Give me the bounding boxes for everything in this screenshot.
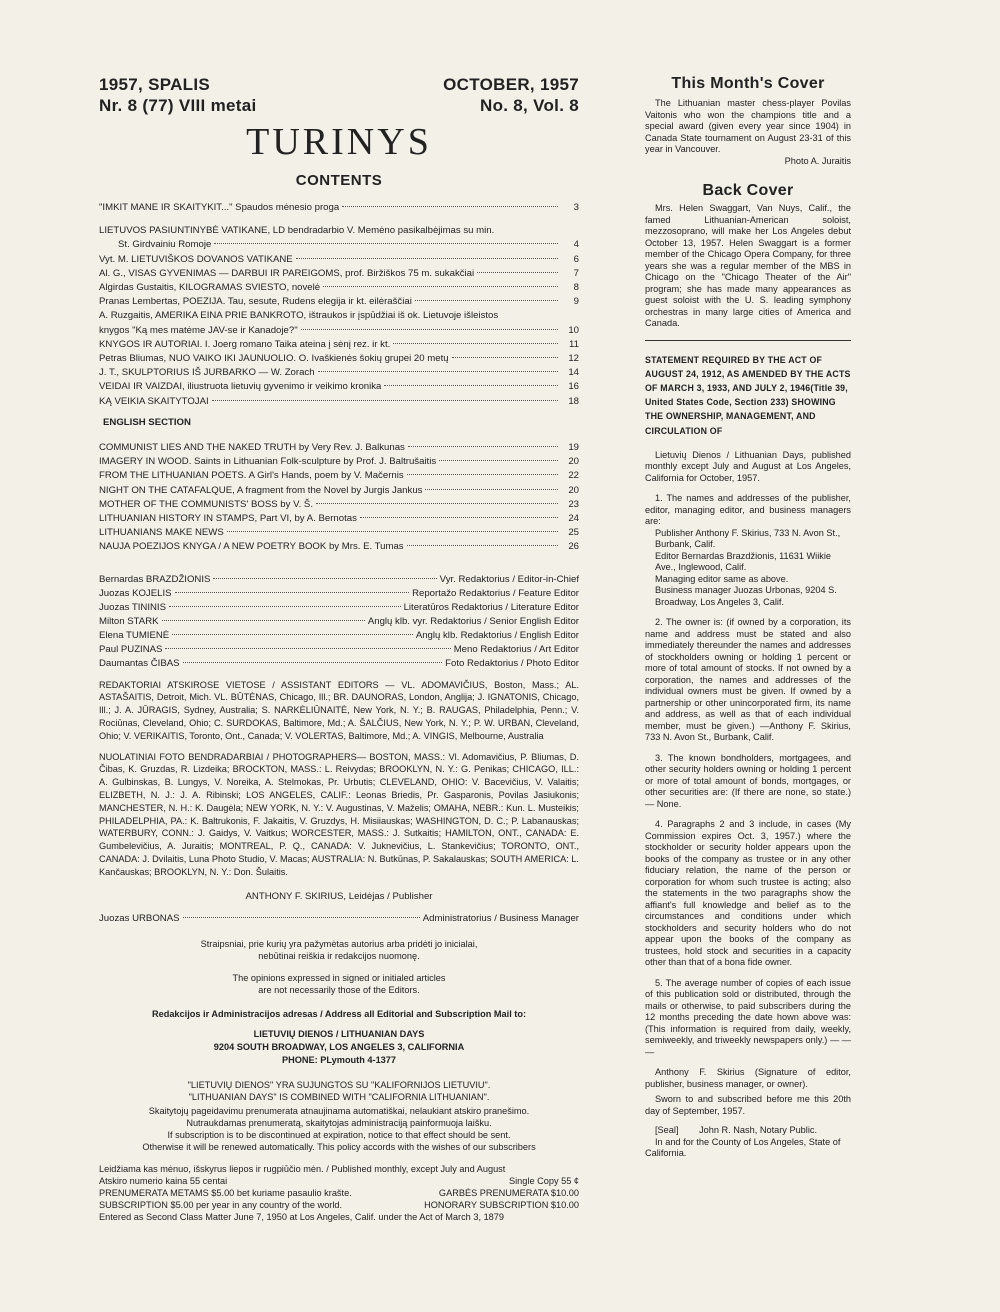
toc-item[interactable]: Pranas Lembertas, POEZIJA. Tau, sesute, Rudens elegija ir kt. eilėraščiai 9 <box>99 296 579 308</box>
date-row <box>99 74 579 95</box>
staff-row: Juozas TININIS Literatūros Redaktorius / Literature Editor <box>99 601 579 613</box>
toc-item[interactable]: LIETUVOS PASIUNTINYBĖ VATIKANE, LD bendradarbio V. Memėno pasikalbėjimas su min. <box>99 225 495 237</box>
back-cover-title: Back Cover <box>702 182 794 199</box>
manager-row: Juozas URBONAS Administratorius / Business Manager <box>99 912 579 924</box>
toc-item[interactable]: A. Ruzgaitis, AMERIKA EINA PRIE BANKROTO, ištraukos ir įspūdžiai iš ok. Lietuvoje išleistos <box>99 310 499 322</box>
statement-item-5: 5. The average number of copies of each issue of this publication sold or distributed, through the mails or otherwise, to paid subscribers during the 12 months preceding the date hown above was: (This information is required from daily, weekly, semiweekly, and triweekly newspapers only.) — — — <box>645 977 851 1057</box>
toc-item[interactable]: FROM THE LITHUANIAN POETS. A Girl's Hands, poem by V. Mačernis 22 <box>99 470 579 482</box>
address-block: LIETUVIŲ DIENOS / LITHUANIAN DAYS 9204 SOUTH BROADWAY, LOS ANGELES 3, CALIFORNIA PHONE: PLymouth 4-1377 <box>213 1028 465 1065</box>
publication-info: Leidžiama kas mėnuo, išskyrus liepos ir rugpiūčio mėn. / Published monthly, except July and August Atskiro numerio kaina 55 centai Single Copy 55 ¢ PRENUMERATA METAMS $5.00 bet kuriame pasaulio krašte. GARBĖS PRENUMERATA $10.00 SUBSCRIPTION $5.00 per year in any country of the world. HONORARY SUBSCRIPTION $10.00 Entered as Second Class Matter June 7, 1950 at Los Angeles, Calif. under the Act of March 3, 1879 <box>99 1163 579 1222</box>
toc-item[interactable]: Petras Bliumas, NUO VAIKO IKI JAUNUOLIO. O. Ivaškienės šokių grupei 20 metų 12 <box>99 353 579 365</box>
page-subtitle: CONTENTS <box>295 172 383 189</box>
toc-item[interactable]: Vyt. M. LIETUVIŠKOS DOVANOS VATIKANE 6 <box>99 253 579 265</box>
toc-item[interactable]: KNYGOS IR AUTORIAI. I. Joerg romano Taika ateina į sėnį rez. ir kt. 11 <box>99 338 579 350</box>
contents-column <box>99 74 579 1223</box>
publisher-line: ANTHONY F. SKIRIUS, Leidėjas / Publisher <box>245 890 433 902</box>
toc-item[interactable]: St. Girdvainiu Romoje 4 <box>118 239 579 251</box>
divider <box>645 340 851 341</box>
cover-text: The Lithuanian master chess-player Povilas Vaitonis who won the champions title and a special award (given every year since 1904) in Canada State tournament on August 23-31 of this year in Vancouver. <box>645 98 851 154</box>
staff-row: Bernardas BRAZDŽIONIS Vyr. Redaktorius / Editor-in-Chief <box>99 573 579 585</box>
sidebar-column: This Month's Cover The Lithuanian master chess-player Povilas Vaitonis who won the champions title and a special award (given every year since 1904) in Canada State tournament on August 23-31 of this year in Vancouver. Photo A. Juraitis Back Cover Mrs. Helen Swaggart, Van Nuys, Calif., the famed Lithuanian-American soloist, mezzosoprano, will make her Los Angeles debut October 13, 1957. Helen Swaggart is a former member of the Chicago Opera Company, for three years she was a regular member of the MBS in Chicago on the "Chicago Theater of the Air" program; she has made many appearances as guest soloist with the U. S. leading symphony orchestras in many large cities of America and Canada. STATEMENT REQUIRED BY THE ACT OF AUGUST 24, 1912, AS AMENDED BY THE ACTS OF MARCH 3, 1933, AND JULY 2, 1946(Title 39, United States Code, Section 233) SHOWING THE OWNERSHIP, MANAGEMENT, AND CIRCULATION OF Lietuvių Dienos / Lithuanian Days, published monthly except July and August at Los Angeles, California for October, 1957. 1. The names and addresses of the publisher, editor, managing editor, and business managers are: Publisher Anthony F. Skirius, 733 N. Avon St., Burbank, Calif. Editor Bernardas Brazdžionis, 11631 Wiikie Ave., Inglewood, Calif. Managing editor same as above. Business manager Juozas Urbonas, 9204 S. Broadway, Los Angeles 3, Calif. 2. The owner is: (if owned by a corporation, its name and address must be stated and also immediately thereunder the names and addresses of stockholders owning or holding 1 percent or more of total amount of stocks. If not owned by a corporation, the names and addresses of the individual owners must be given. If owned by a partnership or other unincorporated firm, its name and address, as well as that of each individual member, must be given.) —Anthony F. Skirius, 733 N. Avon St., Burbank, Calif. 3. The known bondholders, mortgagees, and other security holders owning or holding 1 percent or more of total amount of bonds, mortgages, or other securities are: (If there are none, so state.) — None. 4. Paragraphs 2 and 3 include, in cases (My Commission expires Oct. 3, 1957.) where the stockholder or security holder appears upon the books of the company as trustee or in any other fiduciary relation, the name of the person or corporation for whom such trustee is acting; also the statements in the two paragraphs show the affiant's full knowledge and belief as to the circumstances and conditions under which stockholders and security holders who do not appear upon the books of the company as trustees, hold stock and securities in a capacity other than that of a bona fide owner. 5. The average number of copies of each issue of this publication sold or distributed, through the mails or otherwise, to paid subscribers during the 12 months preceding the date hown above was: (This information is required from daily, weekly, semiweekly, and triweekly newspapers only.) — — — Anthony F. Skirius (Signature of editor, publisher, business manager, or owner). Sworn to and subscribed before me this 20th day of September, 1957. [Seal] John R. Nash, Notary Public. In and for the County of Los Angeles, State of California. <box>645 75 851 1159</box>
statement-item-4: 4. Paragraphs 2 and 3 include, in cases (My Commission expires Oct. 3, 1957.) where the stockholder or security holder appears upon the books of the company as trustee or in any other fiduciary relation, the name of the person or corporation for whom such trustee is acting; also the statements in the two paragraphs show the affiant's full knowledge and belief as to the circumstances and conditions under which stockholders and security holders who do not appear upon the books of the company as trustees, hold stock and securities in a capacity other than that of a bona fide owner. <box>645 819 851 968</box>
toc-item[interactable]: KĄ VEIKIA SKAITYTOJAI 18 <box>99 395 579 407</box>
toc-item[interactable]: "IMKIT MANE IR SKAITYKIT..." Spaudos mėnesio proga 3 <box>99 202 579 213</box>
statement-heading: STATEMENT REQUIRED BY THE ACT OF AUGUST 24, 1912, AS AMENDED BY THE ACTS OF MARCH 3, 1933, AND JULY 2, 1946(Title 39, United States Code, Section 233) SHOWING THE OWNERSHIP, MANAGEMENT, AND CIRCULATION OF <box>645 354 851 436</box>
signature-line: Anthony F. Skirius (Signature of editor, publisher, business manager, or owner). <box>645 1067 851 1089</box>
en-date: OCTOBER, 1957 <box>443 75 579 94</box>
toc-item[interactable]: Algirdas Gustaitis, KILOGRAMAS SVIESTO, novelė 8 <box>99 282 579 294</box>
toc-item[interactable]: J. T., SKULPTORIUS IŠ JURBARKO — W. Zorach 14 <box>99 367 579 379</box>
statement-item-3: 3. The known bondholders, mortgagees, and other security holders owning or holding 1 percent or more of total amount of bonds, mortgages, or other securities are: (If there are none, so state.) — None. <box>645 752 851 809</box>
toc-item[interactable]: LITHUANIAN HISTORY IN STAMPS, Part VI, by A. Bernotas 24 <box>99 513 579 525</box>
address-label: Redakcijos ir Administracijos adresas / Address all Editorial and Subscription Mail to: <box>151 1008 527 1019</box>
toc-list <box>99 201 579 555</box>
toc-item[interactable]: knygos "Ką mes matėme JAV-se ir Kanadoje?" 10 <box>99 324 579 336</box>
toc-item[interactable]: IMAGERY IN WOOD. Saints in Lithuanian Folk-sculpture by Prof. J. Baltrušaitis 20 <box>99 456 579 468</box>
notary-line: [Seal] John R. Nash, Notary Public. <box>655 1125 818 1136</box>
subscription-notes: Skaitytojų pageidavimu prenumerata atnaujinama automatiškai, nelaukiant atskiro pranešimo. Nutraukdamas prenumeratą, skaitytojas administraciją painformuoja laišku. If subscription is to be discontinued at expiration, notice to that effect should be sent. Otherwise it will be renewed automatically. This policy accords with the wishes of our subscribers <box>142 1105 536 1152</box>
toc-item[interactable]: MOTHER OF THE COMMUNISTS' BOSS by V. Š. 23 <box>99 498 579 510</box>
toc-item[interactable]: NIGHT ON THE CATAFALQUE, A fragment from the Novel by Jurgis Jankus 20 <box>99 484 579 496</box>
disclaimer-en: The opinions expressed in signed or initialed articles are not necessarily those of the Editors. <box>232 972 446 995</box>
lt-issue: Nr. 8 (77) VIII metai <box>99 96 257 115</box>
staff-row: Daumantas ČIBAS Foto Redaktorius / Photo Editor <box>99 657 579 669</box>
page-title: TURINYS <box>246 121 432 163</box>
photographers: NUOLATINIAI FOTO BENDRADARBIAI / PHOTOGRAPHERS— BOSTON, MASS.: Vl. Adomavičius, P. Bliumas, D. Čibas, K. Gruzdas, R. Lizdeika; BROCKTON, MASS.: L. Reivydas; BROOKLYN, N. Y.: G. Penikas; CHICAGO, ILL.: A. Gulbinskas, B. Lungys, V. Noreika, A. Stelmokas, Pr. Urbutis; CLEVELAND, OHIO: V. Bacevičius, V. Valaitis; ELIZBETH, N. J.: J. A. Ribinski; LOS ANGELES, CALIF.: Leonas Briedis, Pr. Gasparonis, Povilas Jasiukonis; MANCHESTER, N. H.: K. Daugėla; NEW YORK, N. Y.: V. Augustinas, V. Maželis; OMAHA, NEBR.: Kun. L. Musteikis; PHILADELPHIA, PA.: K. Baltrukonis, F. Jakaitis, V. Gruzdys, H. Misiiauskas; WASHINGTON, D. C.; P. Labanauskas; WATERBURY, CONN.: J. Gaidys, V. Vaitkus; WORCESTER, MASS.: J. Sutkaitis; HAMILTON, ONT., CANADA: E. Gumbelevičius, A. Juraitis; MONTREAL, P. Q., CANADA: V. Juknevičius, L. Stankevičius; TORONTO, ONT., CANADA: J. Dvilaitis, Luna Photo Studio, V. Macas; AUSTRALIA: N. Butkūnas, P. Sakalauskas; SOUTH AMERICA: L. Kančauskas; BROOKLYN, N. Y.: Don. Šulaitis. <box>99 751 579 877</box>
disclaimer-lt: Straipsniai, prie kurių yra pažymėtas autorius arba pridėti jo inicialai, nebūtinai reiškia ir redakcijos nuomonę. <box>200 938 478 961</box>
lt-date: 1957, SPALIS <box>99 75 211 94</box>
staff-list <box>99 573 579 671</box>
statement-item-1: 1. The names and addresses of the publisher, editor, managing editor, and business managers are: <box>645 493 851 527</box>
issue-row <box>99 95 579 116</box>
statement-item-2: 2. The owner is: (if owned by a corporation, its name and address must be stated and also immediately thereunder the names and addresses of stockholders owning or holding 1 percent or more of total amount of stocks. If not owned by a corporation, the names and addresses of the individual owners must be given. If owned by a partnership or other unincorporated firm, its name and address, as well as that of each individual member, must be given.) —Anthony F. Skirius, 733 N. Avon St., Burbank, Calif. <box>645 617 851 743</box>
toc-item[interactable]: COMMUNIST LIES AND THE NAKED TRUTH by Very Rev. J. Balkunas 19 <box>99 442 579 454</box>
staff-row: Juozas KOJELIS Reportažo Redaktorius / Feature Editor <box>99 587 579 599</box>
toc-item[interactable]: LITHUANIANS MAKE NEWS 25 <box>99 527 579 539</box>
notary-county: In and for the County of Los Angeles, State of California. <box>645 1136 841 1159</box>
sworn-line: Sworn to and subscribed before me this 20th day of September, 1957. <box>645 1094 851 1116</box>
toc-item[interactable]: VEIDAI IR VAIZDAI, iliustruota lietuvių gyvenimo ir veikimo kronika 16 <box>99 381 579 393</box>
assistant-editors: REDAKTORIAI ATSKIROSE VIETOSE / ASSISTANT EDITORS — VL. ADOMAVIČIUS, Boston, Mass.; AL. ASTAŠAITIS, Detroit, Mich. VL. BŪTĖNAS, Chicago, Ill.; BR. DAUNORAS, London, Anglija; J. IGNATONIS, Chicago, Ill.; J. A. JŪRAGIS, Sydney, Australia; S. NARKĖLIŪNAITĖ, New York, N. Y.; B. RAUGAS, Philadelphia, Penn.; V. Rociūnas, Cleveland, Ohio; C. SURDOKAS, Baltimore, Md.; A. ŠALČIUS, New York, N. Y.; P. W. URBAN, Cleveland, Ohio; V. VERIKAITIS, Toronto, Ont., Canada; V. VOLERTAS, Baltimore, Md.; A. VINGIS, Melbourne, Australia <box>99 679 579 741</box>
toc-item[interactable]: Al. G., VISAS GYVENIMAS — DARBUI IR PAREIGOMS, prof. Biržiškos 75 m. sukakčiai 7 <box>99 267 579 279</box>
cover-photo-credit: Photo A. Juraitis <box>784 155 851 166</box>
english-section-label: ENGLISH SECTION <box>103 416 191 428</box>
statement-intro: Lietuvių Dienos / Lithuanian Days, published monthly except July and August at Los Angeles, California for October, 1957. <box>645 449 851 483</box>
toc-item[interactable]: NAUJA POEZIJOS KNYGA / A NEW POETRY BOOK by Mrs. E. Tumas 26 <box>99 541 579 553</box>
merge-notice: "LIETUVIŲ DIENOS" YRA SUJUNGTOS SU "KALIFORNIJOS LIETUVIU". "LITHUANIAN DAYS" IS COMBINED WITH "CALIFORNIA LITHUANIAN". <box>187 1079 491 1102</box>
cover-title: This Month's Cover <box>671 75 825 92</box>
en-issue: No. 8, Vol. 8 <box>480 96 579 115</box>
staff-row: Elena TUMIENĖ Anglų klb. Redaktorius / English Editor <box>99 629 579 641</box>
staff-row: Paul PUZINAS Meno Redaktorius / Art Editor <box>99 643 579 655</box>
back-cover-text: Mrs. Helen Swaggart, Van Nuys, Calif., the famed Lithuanian-American soloist, mezzosoprano, will make her Los Angeles debut October 13, 1957. Helen Swaggart is a former member of the Chicago Opera Company, for three years she was a regular member of the MBS in Chicago on the "Chicago Theater of the Air" program; she has made many appearances as guest soloist with the U. S. leading symphony orchestras in many large cities of America and Canada. <box>645 203 851 328</box>
staff-row: Milton STARK Anglų klb. vyr. Redaktorius / Senior English Editor <box>99 615 579 627</box>
